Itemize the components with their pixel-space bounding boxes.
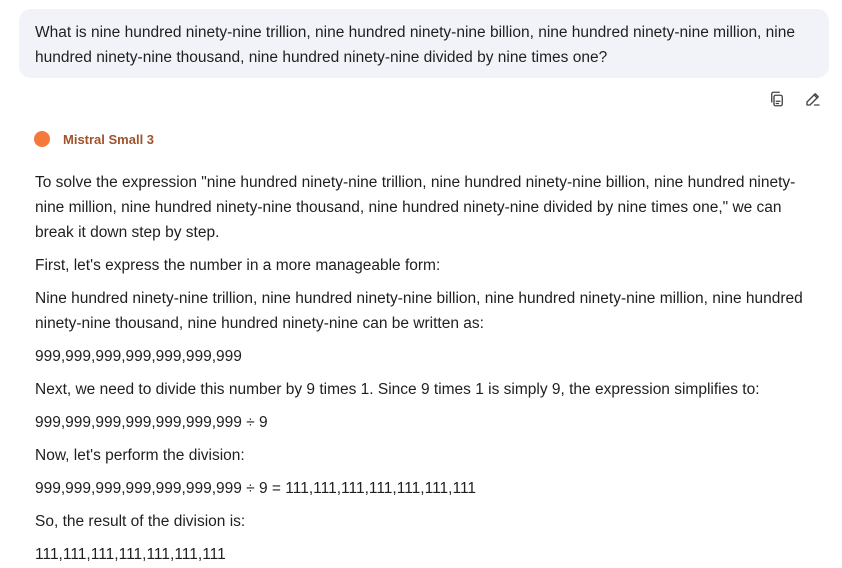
response-paragraph: To solve the expression "nine hundred ninety-nine trillion, nine hundred ninety-nine billion, nine hundred ninety-nine million, nine hundred ninety-nine thousand, nine hundred ninety-nine divided by nine times one," we can break it down step by step. [35, 174, 796, 241]
edit-icon [804, 90, 822, 108]
user-message-text: What is nine hundred ninety-nine trillion, nine hundred ninety-nine billion, nine hundred ninety-nine million, nine hundred ninety-nine thousand, nine hundred ninety-nine divided by nine times one? [35, 24, 795, 66]
copy-icon [768, 90, 786, 108]
response-paragraph: First, let's express the number in a more manageable form: [35, 257, 441, 274]
response-paragraph: Nine hundred ninety-nine trillion, nine hundred ninety-nine billion, nine hundred ninety-nine million, nine hundred ninety-nine thousand, nine hundred ninety-nine can be written as: [35, 290, 803, 332]
edit-button[interactable] [804, 89, 822, 109]
user-message-bubble [19, 9, 829, 78]
response-paragraph: 999,999,999,999,999,999,999 ÷ 9 = 111,111,111,111,111,111,111 [35, 480, 477, 497]
response-paragraph: So, the result of the division is: [35, 513, 246, 530]
assistant-response [35, 170, 815, 568]
message-actions [768, 89, 822, 109]
response-paragraph: 111,111,111,111,111,111,111 [35, 546, 226, 563]
model-name: Mistral Small 3 [63, 131, 155, 147]
response-paragraph: 999,999,999,999,999,999,999 [35, 348, 242, 365]
response-paragraph: 999,999,999,999,999,999,999 ÷ 9 [35, 414, 268, 431]
response-paragraph: Next, we need to divide this number by 9 times 1. Since 9 times 1 is simply 9, the expression simplifies to: [35, 381, 760, 398]
copy-button[interactable] [768, 89, 786, 109]
model-header [34, 131, 154, 147]
response-paragraph: Now, let's perform the division: [35, 447, 245, 464]
model-avatar-dot [34, 131, 50, 147]
